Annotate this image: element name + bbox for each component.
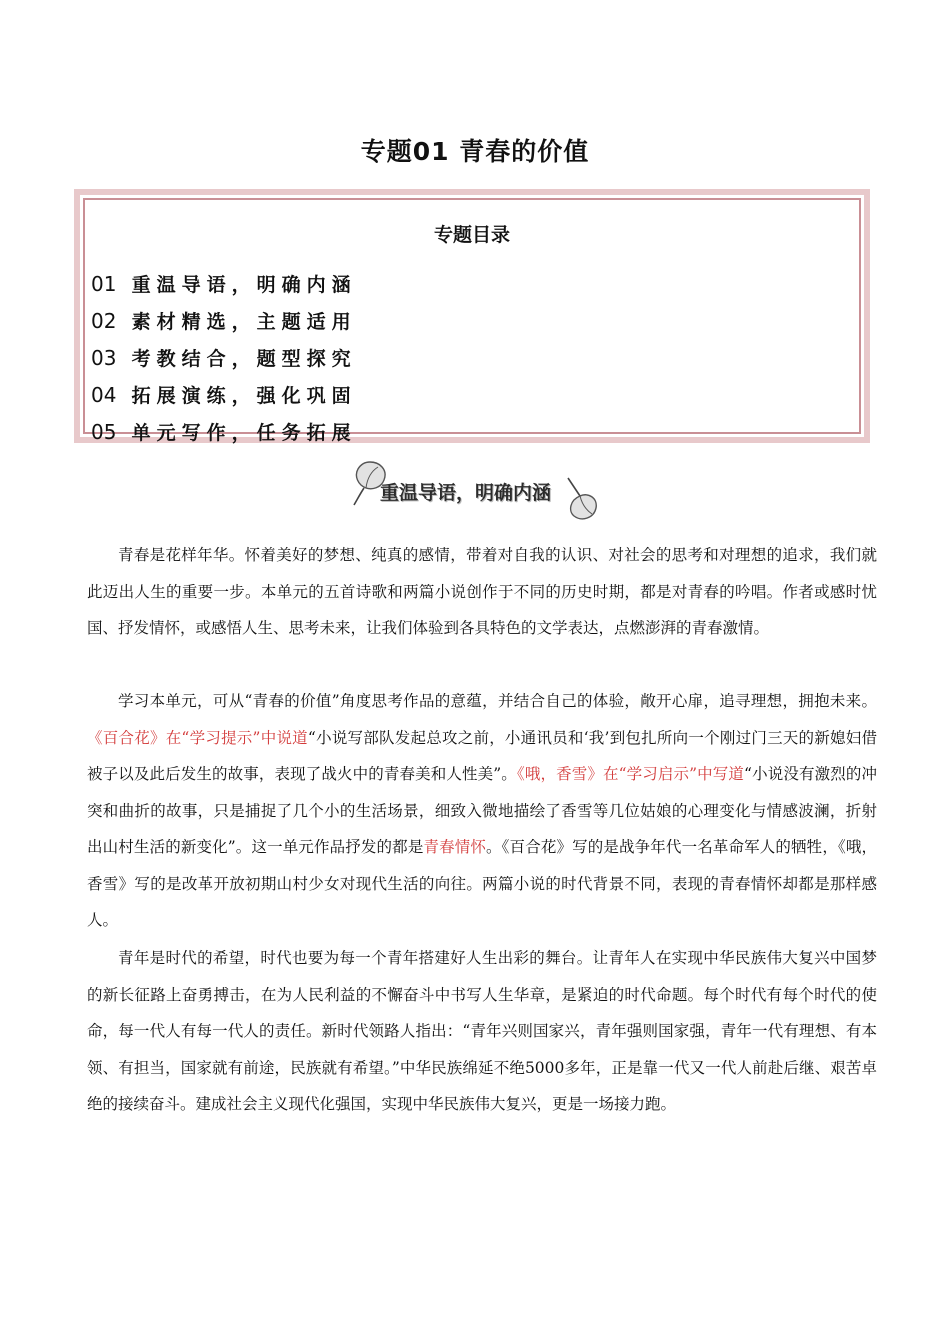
- toc-item-number: 03: [91, 346, 117, 370]
- toc-item: [91, 414, 357, 451]
- toc-item-number: 04: [91, 383, 117, 407]
- quote-text: “小说写部队发起总攻之前，小通讯员和‘我’到包扎所向一个刚过门三天的新媳妇借被子以及此后发生的故事，表现了战火中的青春美和人性美”。: [87, 728, 877, 783]
- toc-heading: 专题目录: [433, 224, 510, 246]
- toc-inner-border: [83, 198, 861, 444]
- quote-text: “小说没有激烈的冲突和曲折的故事，只是捕捉了几个小的生活场景，细致入微地描绘了香雪等几位姑娘的心理变化与情感波澜，折射出山村生活的新变化”。这一单元作品抒发的都是: [87, 765, 877, 856]
- highlight-text: 《百合花》在“学习提示”中说道: [87, 728, 308, 747]
- toc-item: [91, 303, 357, 340]
- intro-paragraph-2: [87, 683, 877, 939]
- text-run: 。《百合花》写的是战争年代一名革命军人的牺牲，《哦，香雪》写的是改革开放初期山村少女对现代生活的向往。两篇小说的时代背景不同，表现的青春情怀却都是那样感人。: [87, 838, 877, 929]
- leaf-icon: [562, 476, 602, 524]
- section-banner: [350, 458, 610, 524]
- toc-item-text: 素材精选，主题适用: [131, 311, 357, 333]
- intro-paragraph-3: [87, 940, 877, 1123]
- toc-item-number: 02: [91, 309, 117, 333]
- page-title: 专题01 青春的价值: [360, 137, 590, 166]
- highlight-text: 《哦，香雪》在“学习启示”中写道: [516, 765, 745, 783]
- toc-item-number: 01: [91, 272, 117, 296]
- toc-item-text: 考教结合，题型探究: [131, 348, 357, 370]
- toc-item-text: 单元写作，任务拓展: [131, 422, 357, 444]
- intro-paragraph-1: [87, 537, 877, 647]
- paragraph: 青年是时代的希望，时代也要为每一个青年搭建好人生出彩的舞台。让青年人在实现中华民族伟大复兴中国梦的新长征路上奋勇搏击，在为人民利益的不懈奋斗中书写人生华章，是紧迫的时代命题。每个时代有每个时代的使命，每一代人有每一代人的责任。新时代领路人指出：“青年兴则国家兴，青年强则国家强，青年一代有理想、有本领、有担当，国家就有前途，民族就有希望。”中华民族绵延不绝5000多年，正是靠一代又一代人前赴后继、艰苦卓绝的接续奋斗。建成社会主义现代化强国，实现中华民族伟大复兴，更是一场接力跑。: [87, 949, 877, 1113]
- toc-item: [91, 266, 357, 303]
- section-banner-title: 重温导语，明确内涵: [380, 482, 552, 504]
- toc-item-text: 重温导语，明确内涵: [131, 274, 357, 296]
- toc-item-number: 05: [91, 420, 117, 444]
- toc-list: [91, 266, 357, 451]
- toc-item-text: 拓展演练，强化巩固: [131, 385, 357, 407]
- toc-item: [91, 377, 357, 414]
- text-run: 学习本单元，可从“青春的价值”角度思考作品的意蕴，并结合自己的体验，敞开心扉，追寻理想，拥抱未来。: [118, 692, 877, 710]
- paragraph: 青春是花样年华。怀着美好的梦想、纯真的感情，带着对自我的认识、对社会的思考和对理想的追求，我们就此迈出人生的重要一步。本单元的五首诗歌和两篇小说创作于不同的历史时期，都是对青春的吟唱。作者或感时忧国、抒发情怀，或感悟人生、思考未来，让我们体验到各具特色的文学表达，点燃澎湃的青春激情。: [87, 546, 877, 637]
- toc-item: [91, 340, 357, 377]
- paragraph: [87, 683, 877, 939]
- table-of-contents: [74, 189, 870, 443]
- highlight-text: 青春情怀: [423, 838, 487, 856]
